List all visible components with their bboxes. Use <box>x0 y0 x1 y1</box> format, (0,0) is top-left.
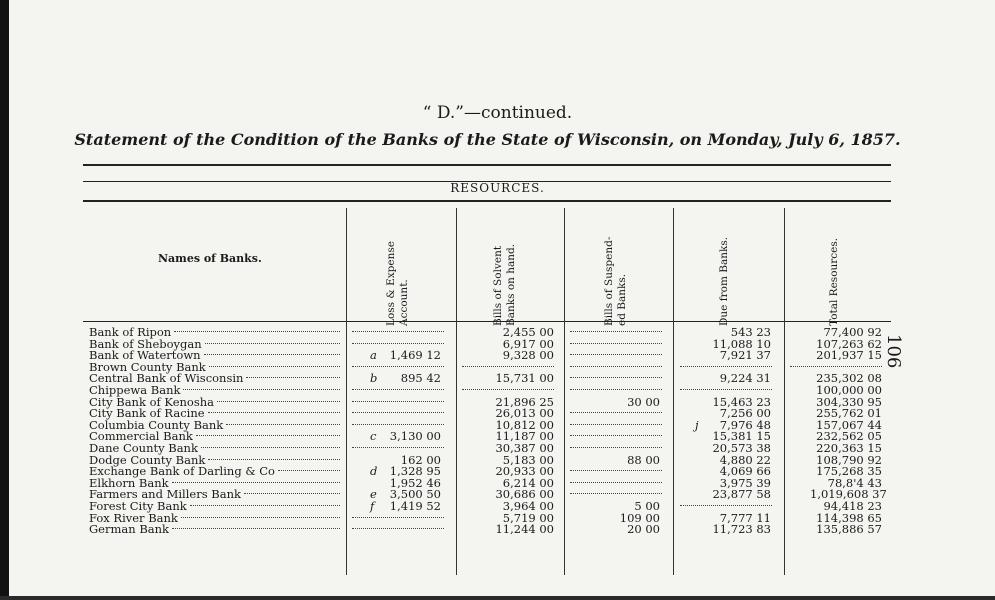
statement-title: Statement of the Condition of the Banks of the State of Wisconsin, on Monday, July 6, 1857. <box>74 130 901 149</box>
footnote-mark: c <box>370 429 377 444</box>
bills-suspended-cell: 88 00 <box>627 452 660 467</box>
empty-cell-rule <box>680 389 772 390</box>
empty-cell-rule <box>570 482 662 483</box>
empty-cell-rule <box>352 343 444 344</box>
column-header-suspended: Bills of Suspend- ed Banks. <box>603 236 628 326</box>
bills-solvent-cell: 6,214 00 <box>502 475 554 490</box>
total-resources-cell: 304,330 95 <box>816 394 882 409</box>
total-resources-cell: 175,268 35 <box>816 464 882 479</box>
empty-cell-rule <box>680 505 772 506</box>
leader-dots <box>217 401 340 402</box>
top-rule <box>83 164 891 166</box>
footnote-mark: f <box>370 499 375 513</box>
total-resources-cell: 100,000 00 <box>816 383 882 397</box>
bank-name: Dodge County Bank <box>89 452 206 467</box>
total-resources-cell: 157,067 44 <box>816 417 882 432</box>
total-resources-cell: 201,937 15 <box>816 348 882 363</box>
empty-cell-rule <box>680 366 772 367</box>
total-resources-cell: 114,398 65 <box>816 510 882 525</box>
loss-expense-cell: 1,419 52 <box>389 499 441 513</box>
leader-dots <box>172 528 340 529</box>
column-header-due: Due from Banks. <box>718 236 730 326</box>
bills-solvent-cell: 9,328 00 <box>502 348 554 363</box>
due-from-banks-cell: 9,224 31 <box>719 371 771 386</box>
column-header-names: Names of Banks. <box>158 252 262 265</box>
page-number: 106 <box>883 334 904 369</box>
leader-dots <box>208 412 340 413</box>
total-resources-cell: 107,263 62 <box>816 336 882 351</box>
empty-cell-rule <box>570 377 662 378</box>
bank-name: Dane County Bank <box>89 441 198 455</box>
footnote-mark: e <box>370 487 377 502</box>
leader-dots <box>181 517 340 518</box>
leader-dots <box>172 482 340 483</box>
bills-solvent-cell: 30,387 00 <box>495 441 554 455</box>
empty-cell-rule <box>462 389 554 390</box>
empty-cell-rule <box>352 412 444 413</box>
bills-suspended-cell: 30 00 <box>627 394 660 409</box>
footnote-mark: b <box>370 371 378 386</box>
table-row <box>0 523 995 535</box>
bills-suspended-cell: 5 00 <box>634 499 660 513</box>
loss-expense-cell: 3,130 00 <box>389 429 441 444</box>
column-header-total: Total Resources. <box>828 237 840 326</box>
loss-expense-cell: 1,469 12 <box>389 348 441 363</box>
bills-solvent-cell: 15,731 00 <box>495 371 554 386</box>
leader-dots <box>278 470 340 471</box>
column-header-solvent: Bills of Solvent Banks on hand. <box>492 243 517 326</box>
footnote-mark: j <box>695 417 699 432</box>
empty-cell-rule <box>570 470 662 471</box>
bills-solvent-cell: 5,719 00 <box>502 510 554 525</box>
total-resources-cell: 232,562 05 <box>816 429 882 444</box>
bank-name: Fox River Bank <box>89 510 178 525</box>
empty-cell-rule <box>570 354 662 355</box>
loss-expense-cell: 1,328 95 <box>389 464 441 479</box>
bills-solvent-cell: 11,187 00 <box>495 429 554 444</box>
empty-cell-rule <box>352 401 444 402</box>
leader-dots <box>244 493 340 494</box>
leader-dots <box>183 389 340 390</box>
bank-name: Elkhorn Bank <box>89 475 169 490</box>
bills-solvent-cell: 6,917 00 <box>502 336 554 351</box>
leader-dots <box>196 435 340 436</box>
footnote-mark: a <box>370 348 377 363</box>
bills-solvent-cell: 3,964 00 <box>502 499 554 513</box>
leader-dots <box>174 331 340 332</box>
bills-solvent-cell: 20,933 00 <box>495 464 554 479</box>
empty-cell-rule <box>352 366 444 367</box>
header-bottom-rule <box>83 321 891 322</box>
due-from-banks-cell: 11,088 10 <box>712 336 771 351</box>
bank-name: German Bank <box>89 522 169 537</box>
empty-cell-rule <box>570 493 662 494</box>
empty-cell-rule <box>570 366 662 367</box>
leader-dots <box>209 366 340 367</box>
bank-name: Exchange Bank of Darling & Co <box>89 464 275 479</box>
bills-solvent-cell: 21,896 25 <box>495 394 554 409</box>
due-from-banks-cell: 15,463 23 <box>712 394 771 409</box>
total-resources-cell: 235,302 08 <box>816 371 882 386</box>
empty-cell-rule <box>462 366 554 367</box>
empty-cell-rule <box>352 528 444 529</box>
bills-suspended-cell: 109 00 <box>619 510 660 525</box>
leader-dots <box>226 424 340 425</box>
due-from-banks-cell: 3,975 39 <box>719 475 771 490</box>
header-top-rule <box>83 200 891 202</box>
bills-solvent-cell: 30,686 00 <box>495 487 554 502</box>
empty-cell-rule <box>790 366 882 367</box>
empty-cell-rule <box>352 424 444 425</box>
loss-expense-cell: 162 00 <box>400 452 441 467</box>
due-from-banks-cell: 11,723 83 <box>712 522 771 537</box>
due-from-banks-cell: 15,381 15 <box>712 429 771 444</box>
bills-solvent-cell: 11,244 00 <box>495 522 554 537</box>
bank-name: Forest City Bank <box>89 499 187 513</box>
due-from-banks-cell: 543 23 <box>730 325 771 339</box>
leader-dots <box>204 354 340 355</box>
total-resources-cell: 135,886 57 <box>816 522 882 537</box>
due-from-banks-cell: 7,256 00 <box>719 406 771 421</box>
empty-cell-rule <box>570 412 662 413</box>
empty-cell-rule <box>352 447 444 448</box>
loss-expense-cell: 895 42 <box>400 371 441 386</box>
total-resources-cell: 255,762 01 <box>816 406 882 421</box>
scan-bottom-edge <box>0 596 995 600</box>
continued-heading: “ D.”—continued. <box>422 103 573 123</box>
empty-cell-rule <box>570 331 662 332</box>
due-from-banks-cell: 4,069 66 <box>719 464 771 479</box>
total-resources-cell: 108,790 92 <box>816 452 882 467</box>
due-from-banks-cell: 7,921 37 <box>719 348 771 363</box>
bills-solvent-cell: 10,812 00 <box>495 417 554 432</box>
due-from-banks-cell: 4,880 22 <box>719 452 771 467</box>
bills-suspended-cell: 20 00 <box>627 522 660 537</box>
leader-dots <box>205 343 340 344</box>
bills-solvent-cell: 5,183 00 <box>502 452 554 467</box>
empty-cell-rule <box>352 331 444 332</box>
leader-dots <box>246 377 340 378</box>
bank-name: City Bank of Kenosha <box>89 394 215 409</box>
due-from-banks-cell: 23,877 58 <box>712 487 771 502</box>
bank-name: City Bank of Racine <box>89 406 205 421</box>
due-from-banks-cell: 7,777 11 <box>719 510 771 525</box>
loss-expense-cell: 3,500 50 <box>389 487 441 502</box>
bank-name: Commercial Bank <box>89 429 193 444</box>
bank-name: Bank of Watertown <box>89 348 201 363</box>
total-resources-cell: 1,019,608 37 <box>810 487 887 502</box>
due-from-banks-cell: 7,976 48 <box>719 417 771 432</box>
bank-name: Central Bank of Wisconsin <box>89 371 244 386</box>
total-resources-cell: 94,418 23 <box>823 499 882 513</box>
bills-solvent-cell: 26,013 00 <box>495 406 554 421</box>
empty-cell-rule <box>352 389 444 390</box>
leader-dots <box>208 459 340 460</box>
bank-name: Columbia County Bank <box>89 417 224 432</box>
bank-name: Brown County Bank <box>89 359 206 374</box>
bank-name: Farmers and Millers Bank <box>89 487 241 502</box>
empty-cell-rule <box>570 435 662 436</box>
total-resources-cell: 77,400 92 <box>823 325 882 339</box>
bank-name: Chippewa Bank <box>89 383 181 397</box>
total-resources-cell: 78,8'4 43 <box>827 475 882 490</box>
leader-dots <box>190 505 340 506</box>
empty-cell-rule <box>352 517 444 518</box>
leader-dots <box>201 447 340 448</box>
bank-name: Bank of Sheboygan <box>89 336 202 351</box>
empty-cell-rule <box>570 424 662 425</box>
footnote-mark: d <box>370 464 378 479</box>
empty-cell-rule <box>570 447 662 448</box>
column-header-loss: Loss & Expense Account. <box>385 241 410 326</box>
empty-cell-rule <box>570 389 662 390</box>
bills-solvent-cell: 2,455 00 <box>502 325 554 339</box>
empty-cell-rule <box>570 343 662 344</box>
due-from-banks-cell: 20,573 38 <box>712 441 771 455</box>
total-resources-cell: 220,363 15 <box>816 441 882 455</box>
bank-name: Bank of Ripon <box>89 325 172 339</box>
section-heading: RESOURCES. <box>450 181 545 195</box>
loss-expense-cell: 1,952 46 <box>389 475 441 490</box>
